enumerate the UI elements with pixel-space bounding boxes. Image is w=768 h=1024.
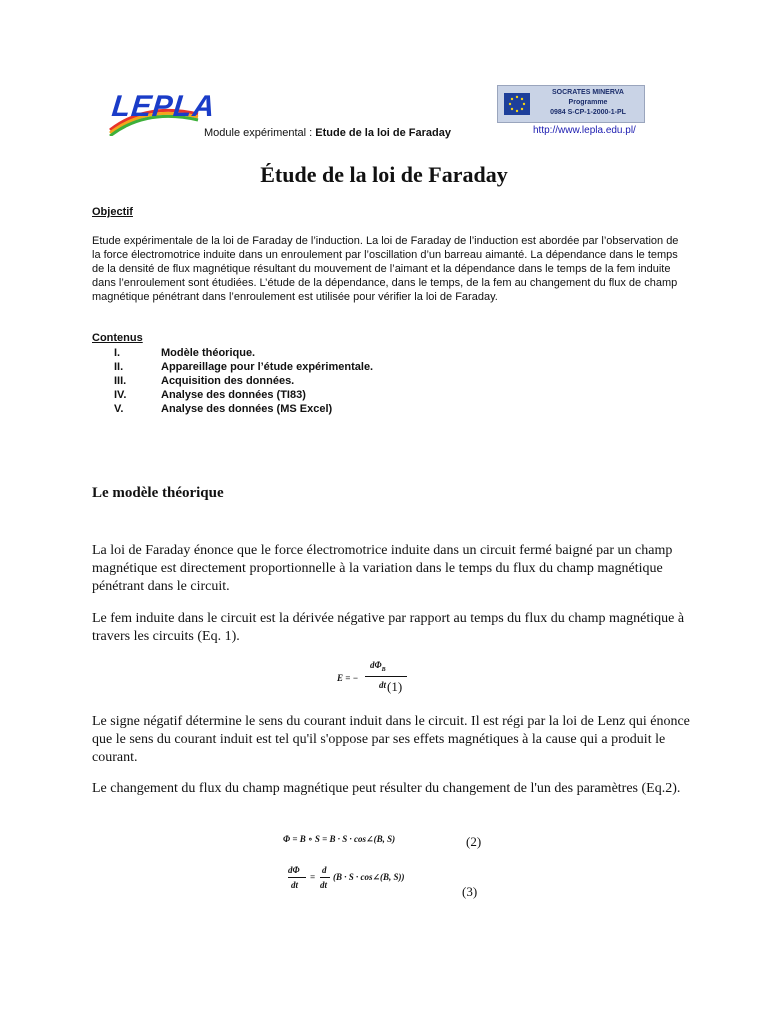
toc-item — [114, 388, 373, 402]
fraction-bar — [320, 877, 330, 878]
eu-stars-icon — [504, 93, 530, 115]
equation-3-left-numerator: dΦ — [288, 865, 300, 875]
module-prefix: Module expérimental : — [204, 127, 316, 139]
section-heading: Le modèle théorique — [92, 485, 224, 501]
toc-item-label: Analyse des données (TI83) — [161, 389, 306, 401]
banner-line-2: Programme — [568, 99, 608, 106]
toc-item-number: V. — [114, 403, 124, 415]
equation-1-denominator: dt — [379, 680, 387, 690]
paragraph: La loi de Faraday énonce que le force électromotrice induite dans un circuit fermé baigné par un champ magnétique est directement proportionnelle à la variation dans le temps du flux du champ magnétique pénétrant dans le circuit. — [92, 543, 673, 594]
objectif-heading: Objectif — [92, 206, 133, 218]
toc-item-number: IV. — [114, 389, 127, 401]
logo-text: LEPLA — [110, 90, 218, 123]
banner-line-3: 0984 S-CP-1-2000-1-PL — [550, 109, 626, 116]
equation-3-expression: (B · S · cos∠(B, S)) — [333, 872, 405, 882]
toc-item-number: I. — [114, 347, 121, 359]
equation-1-numerator: $d\Phi_B$ — [370, 660, 386, 673]
toc-item — [114, 346, 373, 360]
page-title: Étude de la loi de Faraday — [260, 162, 508, 187]
toc-item — [114, 360, 373, 374]
toc-item-label: Acquisition des données. — [161, 375, 295, 387]
header-module-line — [204, 127, 451, 139]
fraction-bar — [288, 877, 306, 878]
fraction-bar — [365, 676, 407, 677]
equation-2: Φ = B ∘ S = B · S · cos∠(B, S) — [283, 834, 396, 844]
banner-line-1: SOCRATES MINERVA — [552, 89, 624, 96]
equation-3 — [288, 865, 463, 897]
paragraph: Le signe négatif détermine le sens du courant induit dans le circuit. Il est régi par la loi de Lenz qui énonce que le sens du courant induit est tel qu'il s'oppose par ses effets magnétiques à la cause qui a produit le courant. — [92, 714, 690, 765]
equation-3-right-numerator: d — [322, 865, 327, 875]
equation-3-right-denominator: dt — [320, 880, 328, 890]
objectif-text: Etude expérimentale de la loi de Faraday de l’induction. La loi de Faraday de l’induction est abordée par l’observation de la force électromotrice induite dans un enroulement par l’oscillation d’un barreau aimanté. La dépendance dans le temps de la densité de flux magnétique résultant du mouvement de l’aimant et la dépendance dans le temps de la fem induite dans l’enroulement sont étudiées. L’étude de la dépendance, dans le temps, de la fem au changement du flux de champ magnétique pénétrant dans l’enroulement est utilisée pour vérifier la loi de Faraday. — [92, 235, 679, 303]
toc-item-label: Analyse des données (MS Excel) — [161, 403, 333, 415]
equals-sign: = — [310, 872, 316, 882]
paragraph: Le fem induite dans le circuit est la dérivée négative par rapport au temps du flux du champ magnétique à travers les circuits (Eq. 1). — [92, 611, 685, 644]
equation-1-lhs: E = − — [337, 673, 359, 683]
socrates-minerva-banner — [497, 85, 645, 123]
equation-3-number: (3) — [462, 884, 478, 899]
header-url-link[interactable]: http://www.lepla.edu.pl/ — [533, 125, 636, 136]
banner-text — [534, 88, 642, 118]
equation-2-number: (2) — [466, 834, 482, 849]
toc-item-number: III. — [114, 375, 127, 387]
paragraph: Le changement du flux du champ magnétique peut résulter du changement de l'un des paramètres (Eq.2). — [92, 781, 681, 796]
module-name: Etude de la loi de Faraday — [315, 127, 451, 139]
toc-item-label: Appareillage pour l’étude expérimentale. — [161, 361, 374, 373]
eu-flag-icon — [504, 93, 530, 115]
toc-item-number: II. — [114, 361, 124, 373]
toc-item-label: Modèle théorique. — [161, 347, 256, 359]
equation-1-number: (1) — [387, 679, 403, 694]
table-of-contents — [114, 346, 373, 416]
toc-item — [114, 402, 373, 416]
toc-item — [114, 374, 373, 388]
contenus-heading: Contenus — [92, 332, 143, 344]
equation-3-left-denominator: dt — [291, 880, 299, 890]
lepla-logo — [106, 84, 218, 136]
equation-1-subscript: B — [381, 666, 386, 673]
